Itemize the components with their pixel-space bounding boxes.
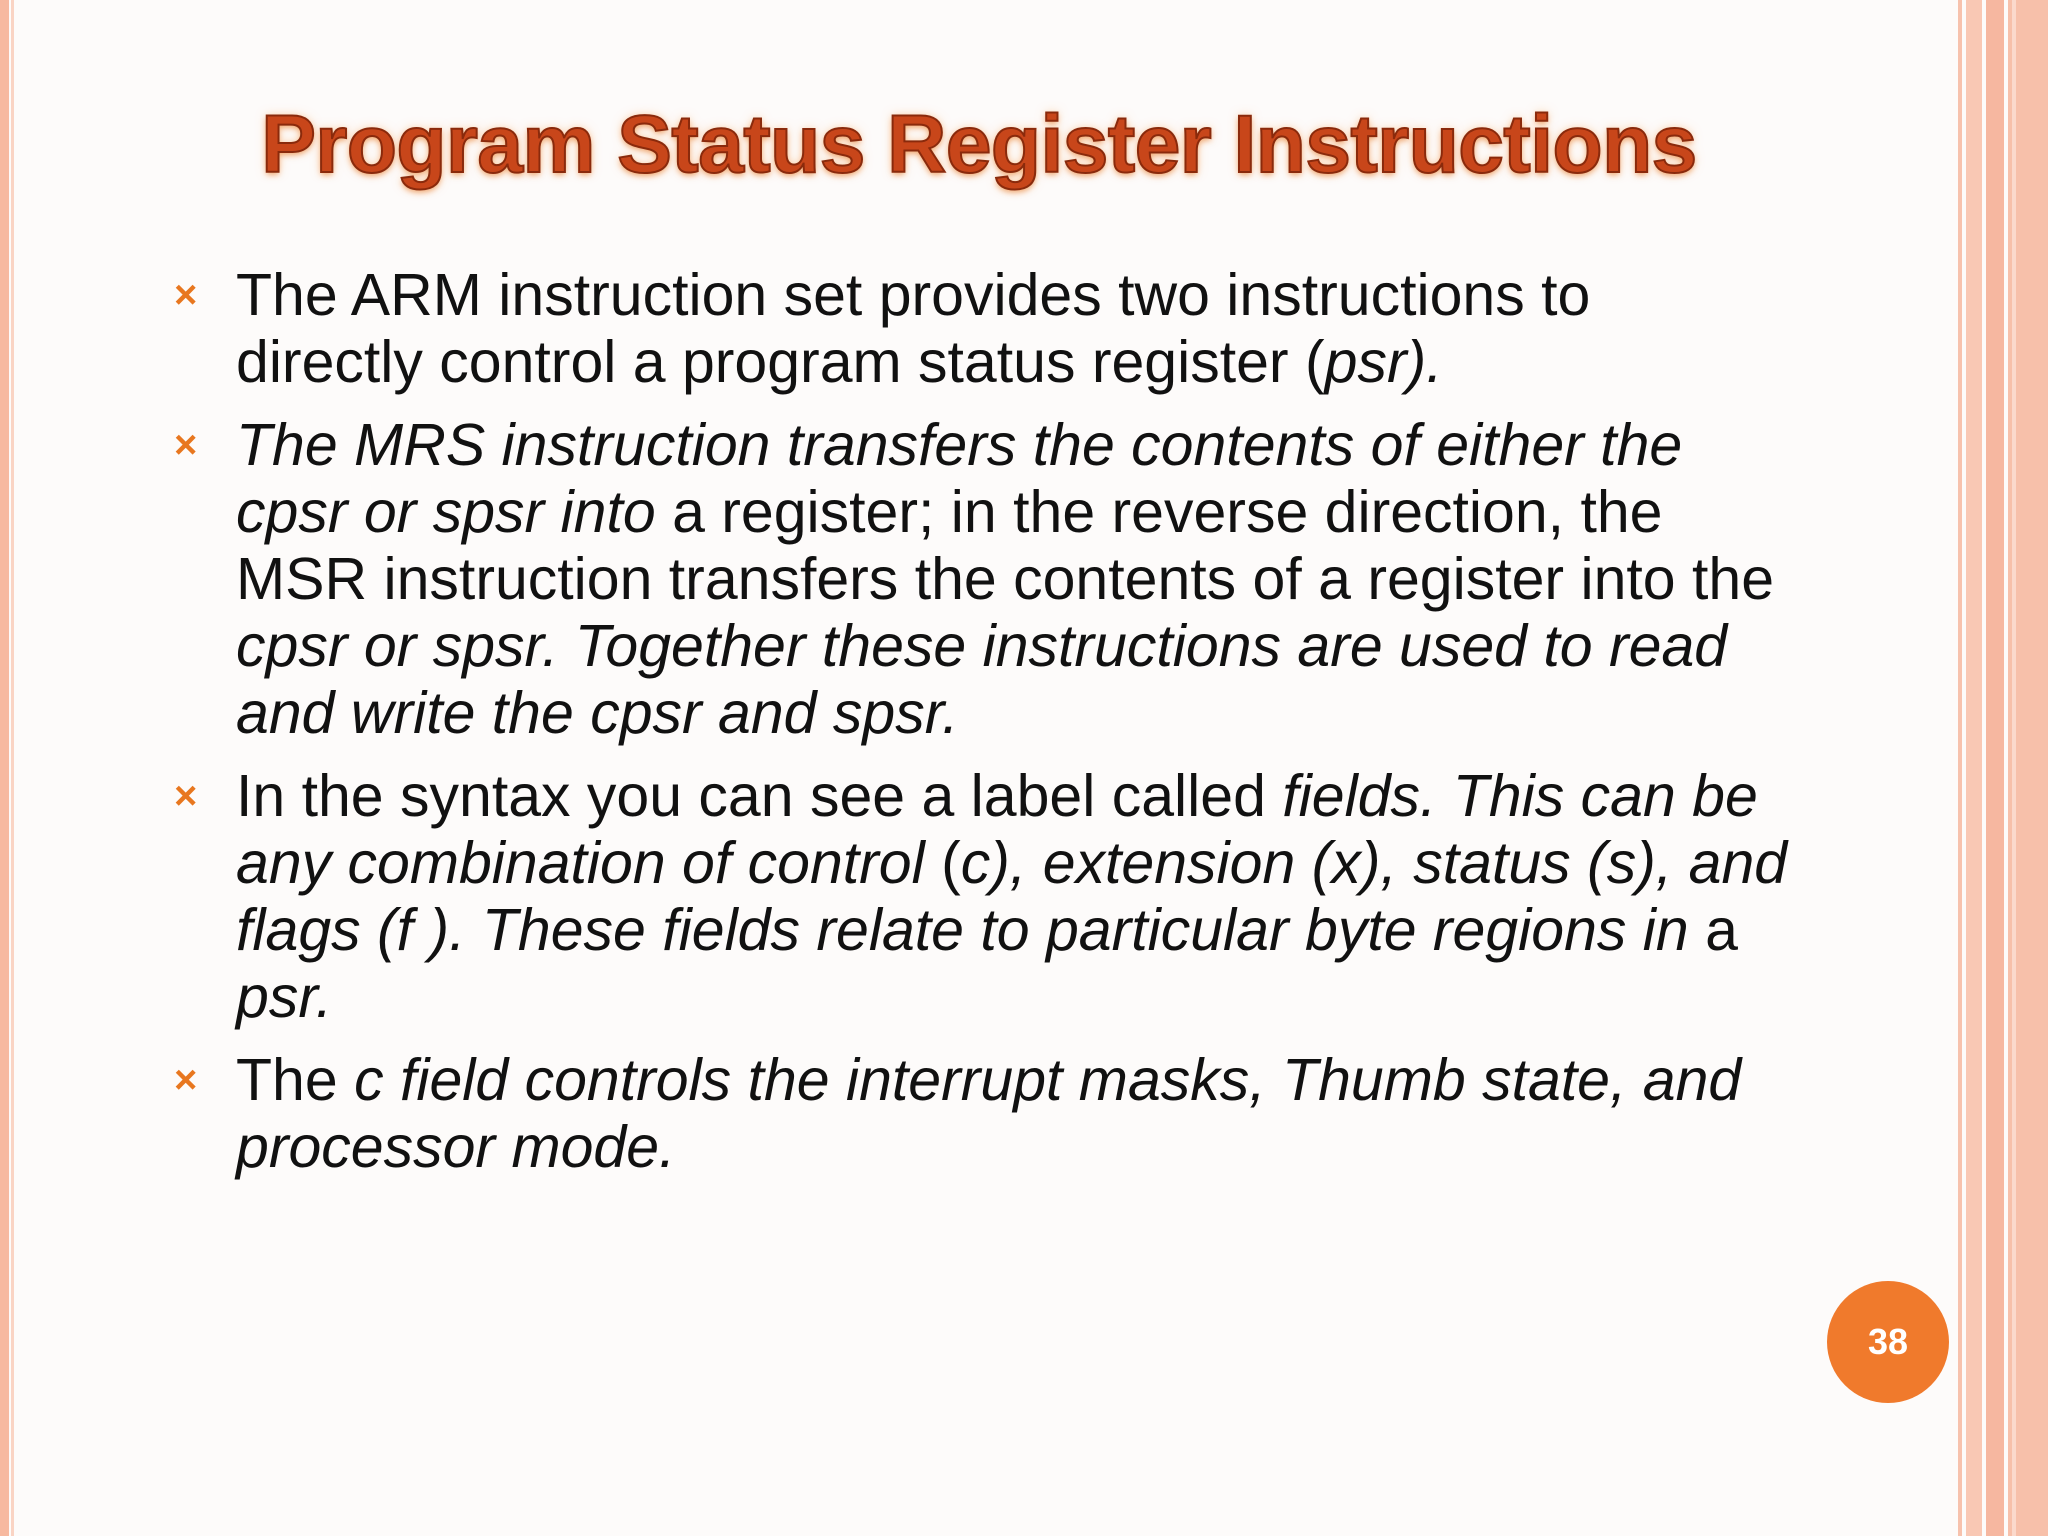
bullet-text-segment: a — [1688, 897, 1738, 963]
bullet-text-segment: The ARM instruction set provides two instructions to directly control a program status register ( — [236, 262, 1591, 395]
bullet-item — [172, 262, 1792, 396]
bullet-text-segment: a register; in the reverse direction, the MSR instruction transfers the contents of a register into the — [236, 479, 1775, 612]
bullet-text-segment: cpsr or spsr. Together these instructions are used to read and write the cpsr and spsr. — [236, 613, 1728, 746]
bullet-text-segment: ( — [941, 830, 961, 896]
bullet-text-segment: c field controls the interrupt masks, Thumb state, and processor mode. — [236, 1047, 1742, 1180]
bullet-text-segment: fields. This can be any combination of control — [236, 763, 1758, 896]
x-mark-icon: × — [174, 774, 198, 818]
x-mark-icon: × — [174, 1058, 198, 1102]
bullet-item — [172, 412, 1792, 747]
bullet-text-segment: c), extension (x), status (s), and flags (f ). These fields relate to particular byte regions in — [236, 830, 1788, 963]
x-mark-icon: × — [174, 273, 198, 317]
right-border-stripe-thin — [1958, 0, 1962, 1536]
right-border-stripe — [1966, 0, 1982, 1536]
bullet-text-segment: The — [236, 1047, 355, 1113]
bullet-text-segment: In the syntax you can see a label called — [236, 763, 1283, 829]
bullet-item — [172, 763, 1792, 1031]
left-border-stripe — [0, 0, 9, 1536]
x-mark-icon: × — [174, 423, 198, 467]
bullet-text-segment: psr). — [1324, 329, 1443, 395]
bullet-text-segment: psr. — [236, 964, 333, 1030]
left-border-stripe-inner — [11, 0, 14, 1536]
slide-title: Program Status Register Instructions — [261, 99, 1697, 190]
page-number-badge: 38 — [1827, 1281, 1949, 1403]
bullet-list — [172, 262, 1792, 1197]
bullet-text-segment: The MRS instruction transfers the contents of either the cpsr or spsr into — [236, 412, 1683, 545]
right-border-highlight — [2012, 0, 2016, 1536]
right-border-stripe-wide — [1986, 0, 2004, 1536]
bullet-item — [172, 1047, 1792, 1181]
